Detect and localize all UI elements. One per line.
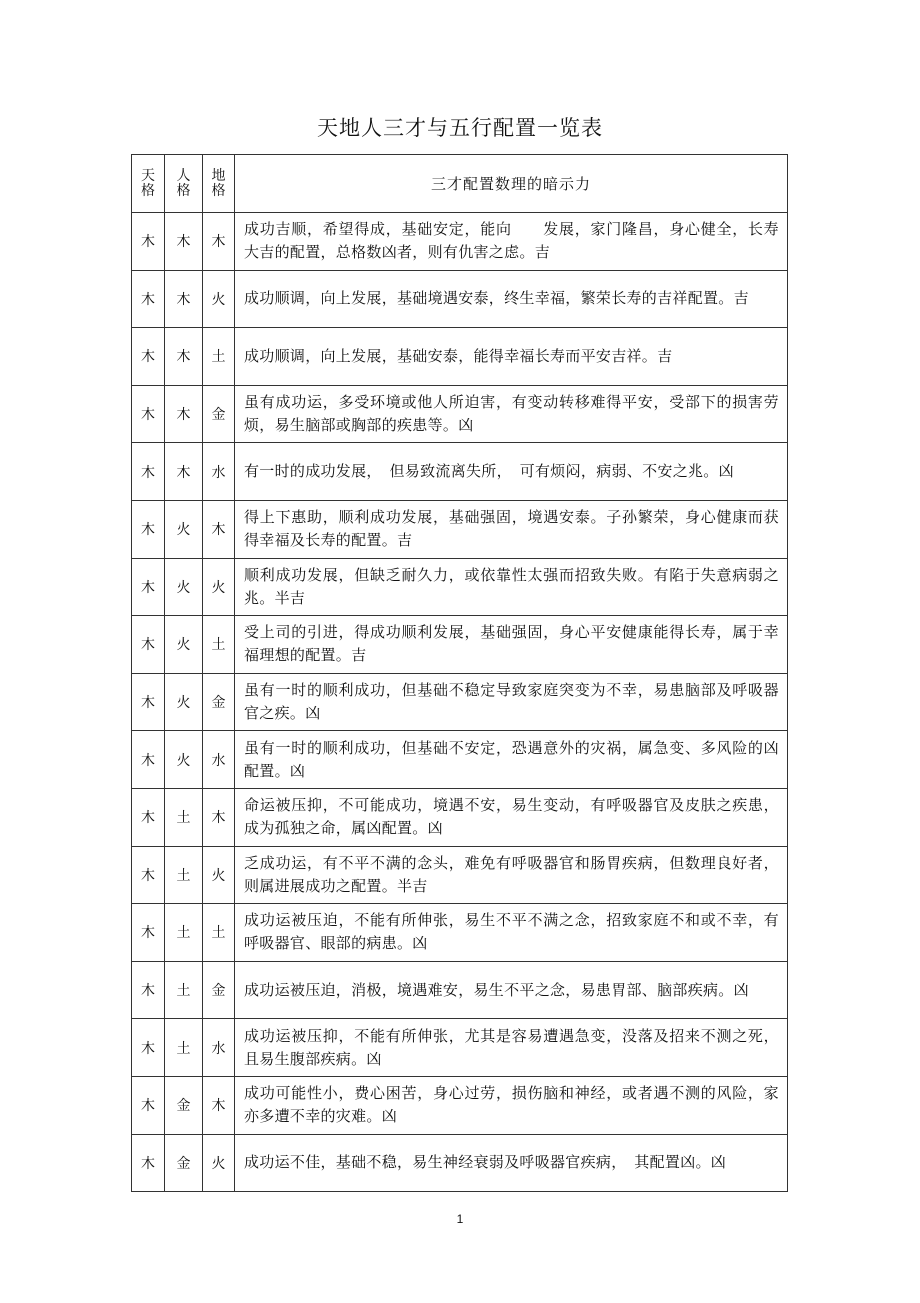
- tian-cell: 木: [132, 673, 165, 731]
- ren-cell: 火: [165, 616, 203, 674]
- header-char: 格: [141, 182, 155, 199]
- desc-cell: 命运被压抑，不可能成功，境遇不安，易生变动，有呼吸器官及皮肤之疾患，成为孤独之命，属凶配置。凶: [235, 788, 788, 846]
- ren-cell: 火: [165, 558, 203, 616]
- header-di: [203, 155, 235, 213]
- desc-cell: 虽有一时的顺利成功，但基础不安定，恐遇意外的灾祸，属急变、多风险的凶配置。凶: [235, 731, 788, 789]
- desc-cell: 成功运被压抑，不能有所伸张，尤其是容易遭遇急变，没落及招来不测之死，且易生腹部疾病。凶: [235, 1019, 788, 1077]
- desc-cell: 虽有一时的顺利成功，但基础不稳定导致家庭突变为不幸，易患脑部及呼吸器官之疾。凶: [235, 673, 788, 731]
- ren-cell: 火: [165, 731, 203, 789]
- ren-cell: 土: [165, 846, 203, 904]
- ren-cell: 土: [165, 788, 203, 846]
- header-char: 地: [211, 167, 226, 184]
- di-cell: 火: [203, 846, 235, 904]
- desc-cell: 受上司的引进，得成功顺利发展，基础强固，身心平安健康能得长寿，属于幸福理想的配置。吉: [235, 616, 788, 674]
- desc-cell: 成功可能性小，费心困苦，身心过劳，损伤脑和神经，或者遇不测的风险，家亦多遭不幸的灾难。凶: [235, 1076, 788, 1134]
- tian-cell: 木: [132, 558, 165, 616]
- tian-cell: 木: [132, 961, 165, 1019]
- tian-cell: 木: [132, 500, 165, 558]
- ren-cell: 火: [165, 500, 203, 558]
- tian-cell: 木: [132, 213, 165, 271]
- tian-cell: 木: [132, 385, 165, 443]
- di-cell: 水: [203, 1019, 235, 1077]
- di-cell: 土: [203, 328, 235, 386]
- desc-cell: 得上下惠助，顺利成功发展，基础强固，境遇安泰。子孙繁荣，身心健康而获得幸福及长寿的配置。吉: [235, 500, 788, 558]
- table-row: [132, 270, 788, 328]
- tian-cell: 木: [132, 788, 165, 846]
- tian-cell: 木: [132, 328, 165, 386]
- di-cell: 木: [203, 213, 235, 271]
- table-row: [132, 558, 788, 616]
- header-desc: 三才配置数理的暗示力: [235, 155, 788, 213]
- ren-cell: 土: [165, 1019, 203, 1077]
- di-cell: 金: [203, 961, 235, 1019]
- tian-cell: 木: [132, 443, 165, 501]
- desc-cell: 虽有成功运，多受环境或他人所迫害，有变动转移难得平安，受部下的损害劳 烦，易生脑部或胸部的疾患等。凶: [235, 385, 788, 443]
- di-cell: 木: [203, 788, 235, 846]
- tian-cell: 木: [132, 846, 165, 904]
- ren-cell: 木: [165, 385, 203, 443]
- tian-cell: 木: [132, 1019, 165, 1077]
- ren-cell: 土: [165, 904, 203, 962]
- page-number: 1: [456, 1212, 464, 1226]
- di-cell: 土: [203, 616, 235, 674]
- desc-cell: 成功运不佳，基础不稳，易生神经衰弱及呼吸器官疾病， 其配置凶。凶: [235, 1134, 788, 1192]
- tian-cell: 木: [132, 270, 165, 328]
- ren-cell: 木: [165, 213, 203, 271]
- ren-cell: 金: [165, 1076, 203, 1134]
- ren-cell: 木: [165, 328, 203, 386]
- table-row: [132, 616, 788, 674]
- desc-cell: 顺利成功发展，但缺乏耐久力，或依靠性太强而招致失败。有陷于失意病弱之兆。半吉: [235, 558, 788, 616]
- table-row: [132, 1019, 788, 1077]
- table-row: [132, 1076, 788, 1134]
- desc-cell: 成功顺调，向上发展，基础境遇安泰，终生幸福，繁荣长寿的吉祥配置。吉: [235, 270, 788, 328]
- ren-cell: 土: [165, 961, 203, 1019]
- desc-cell: 成功顺调，向上发展，基础安泰，能得幸福长寿而平安吉祥。吉: [235, 328, 788, 386]
- table-row: [132, 443, 788, 501]
- di-cell: 木: [203, 500, 235, 558]
- header-tian: [132, 155, 165, 213]
- table-header-row: [132, 155, 788, 213]
- desc-cell: 有一时的成功发展， 但易致流离失所， 可有烦闷，病弱、不安之兆。凶: [235, 443, 788, 501]
- desc-cell: 乏成功运，有不平不满的念头，难免有呼吸器官和肠胃疾病，但数理良好者，则属进展成功之配置。半吉: [235, 846, 788, 904]
- di-cell: 金: [203, 673, 235, 731]
- ren-cell: 木: [165, 443, 203, 501]
- table-row: [132, 731, 788, 789]
- desc-cell: 成功吉顺，希望得成，基础安定，能向 发展，家门隆昌，身心健全，长寿大吉的配置，总格数凶者，则有仇害之虑。吉: [235, 213, 788, 271]
- di-cell: 火: [203, 270, 235, 328]
- desc-cell: 成功运被压迫，消极，境遇难安，易生不平之念，易患胃部、脑部疾病。凶: [235, 961, 788, 1019]
- di-cell: 水: [203, 443, 235, 501]
- config-table: [131, 154, 795, 1192]
- header-char: 天: [141, 167, 155, 184]
- table-row: [132, 213, 788, 271]
- di-cell: 火: [203, 558, 235, 616]
- table-row: [132, 1134, 788, 1192]
- table-row: [132, 904, 788, 962]
- tian-cell: 木: [132, 904, 165, 962]
- di-cell: 火: [203, 1134, 235, 1192]
- table-row: [132, 500, 788, 558]
- tian-cell: 木: [132, 731, 165, 789]
- table-row: [132, 961, 788, 1019]
- page-title: 天地人三才与五行配置一览表: [317, 116, 603, 140]
- desc-cell: 成功运被压迫，不能有所伸张，易生不平不满之念，招致家庭不和或不幸，有呼吸器官、眼部的病患。凶: [235, 904, 788, 962]
- tian-cell: 木: [132, 1076, 165, 1134]
- table-row: [132, 328, 788, 386]
- di-cell: 木: [203, 1076, 235, 1134]
- header-ren: [165, 155, 203, 213]
- header-char: 格: [176, 182, 191, 199]
- ren-cell: 木: [165, 270, 203, 328]
- di-cell: 金: [203, 385, 235, 443]
- table-row: [132, 385, 788, 443]
- ren-cell: 金: [165, 1134, 203, 1192]
- di-cell: 水: [203, 731, 235, 789]
- table-row: [132, 788, 788, 846]
- header-char: 人: [176, 167, 191, 184]
- ren-cell: 火: [165, 673, 203, 731]
- table-row: [132, 846, 788, 904]
- di-cell: 土: [203, 904, 235, 962]
- tian-cell: 木: [132, 1134, 165, 1192]
- tian-cell: 木: [132, 616, 165, 674]
- table-row: [132, 673, 788, 731]
- header-char: 格: [211, 182, 226, 199]
